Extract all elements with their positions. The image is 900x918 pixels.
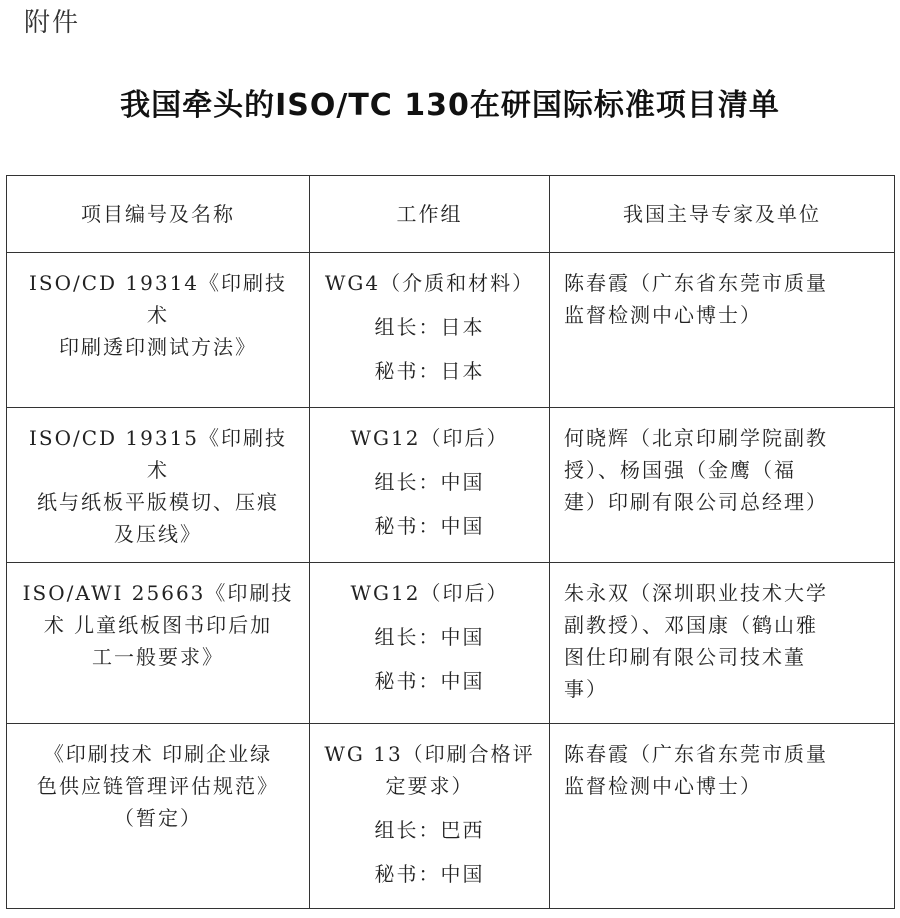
expert-line: 陈春霞（广东省东莞市质量 <box>564 742 828 766</box>
table-row <box>7 724 895 909</box>
working-group-cell <box>310 408 550 563</box>
working-group-cell <box>310 253 550 408</box>
table-row <box>7 253 895 408</box>
group-secretary: 秘书：中国 <box>374 862 485 886</box>
group-secretary: 秘书：中国 <box>374 514 485 538</box>
project-cell <box>7 724 310 909</box>
project-line: ISO/CD 19314《印刷技术 <box>28 271 288 327</box>
project-line: ISO/AWI 25663《印刷技 <box>22 581 294 605</box>
expert-cell <box>550 408 895 563</box>
group-secretary: 秘书：中国 <box>374 669 485 693</box>
document-title: 我国牵头的ISO/TC 130在研国际标准项目清单 <box>120 88 780 123</box>
expert-line: 朱永双（深圳职业技术大学 <box>564 581 828 605</box>
attachment-label: 附件 <box>24 8 81 38</box>
working-group-name: WG4（介质和材料） <box>324 271 535 295</box>
group-leader: 组长：中国 <box>374 470 485 494</box>
header-project: 项目编号及名称 <box>7 176 310 253</box>
project-cell <box>7 563 310 724</box>
project-line: 印刷透印测试方法》 <box>59 335 257 359</box>
expert-line: 图仕印刷有限公司技术董 <box>564 645 806 669</box>
expert-line: 陈春霞（广东省东莞市质量 <box>564 271 828 295</box>
header-expert: 我国主导专家及单位 <box>550 176 895 253</box>
group-leader: 组长：日本 <box>374 315 485 339</box>
group-leader: 组长：巴西 <box>374 818 485 842</box>
project-line: ISO/CD 19315《印刷技术 <box>28 426 288 482</box>
expert-line: 建）印刷有限公司总经理） <box>564 490 828 514</box>
expert-cell <box>550 563 895 724</box>
project-line: 及压线》 <box>114 522 202 546</box>
project-line: 《印刷技术 印刷企业绿 <box>43 742 273 766</box>
expert-cell <box>550 253 895 408</box>
group-leader: 组长：中国 <box>374 625 485 649</box>
project-cell <box>7 408 310 563</box>
project-line: 纸与纸板平版模切、压痕 <box>37 490 279 514</box>
working-group-cell <box>310 724 550 909</box>
project-line: （暂定） <box>114 806 202 830</box>
expert-cell <box>550 724 895 909</box>
project-line: 术 儿童纸板图书印后加 <box>43 613 273 637</box>
working-group-cell <box>310 563 550 724</box>
expert-line: 何晓辉（北京印刷学院副教 <box>564 426 828 450</box>
expert-line: 授）、杨国强（金鹰（福 <box>564 458 796 482</box>
working-group-name: WG 13（印刷合格评 <box>324 742 535 766</box>
table-header-row <box>7 176 895 253</box>
project-table <box>6 175 895 909</box>
project-line: 色供应链管理评估规范》 <box>37 774 279 798</box>
working-group-name: 定要求） <box>385 774 474 798</box>
expert-line: 副教授）、邓国康（鹤山雅 <box>564 613 818 637</box>
header-working-group: 工作组 <box>310 176 550 253</box>
project-line: 工一般要求》 <box>92 645 224 669</box>
group-secretary: 秘书：日本 <box>374 359 485 383</box>
working-group-name: WG12（印后） <box>350 426 509 450</box>
working-group-name: WG12（印后） <box>350 581 509 605</box>
table-row <box>7 408 895 563</box>
project-cell <box>7 253 310 408</box>
expert-line: 事） <box>564 677 608 701</box>
expert-line: 监督检测中心博士） <box>564 303 762 327</box>
table-row <box>7 563 895 724</box>
expert-line: 监督检测中心博士） <box>564 774 762 798</box>
